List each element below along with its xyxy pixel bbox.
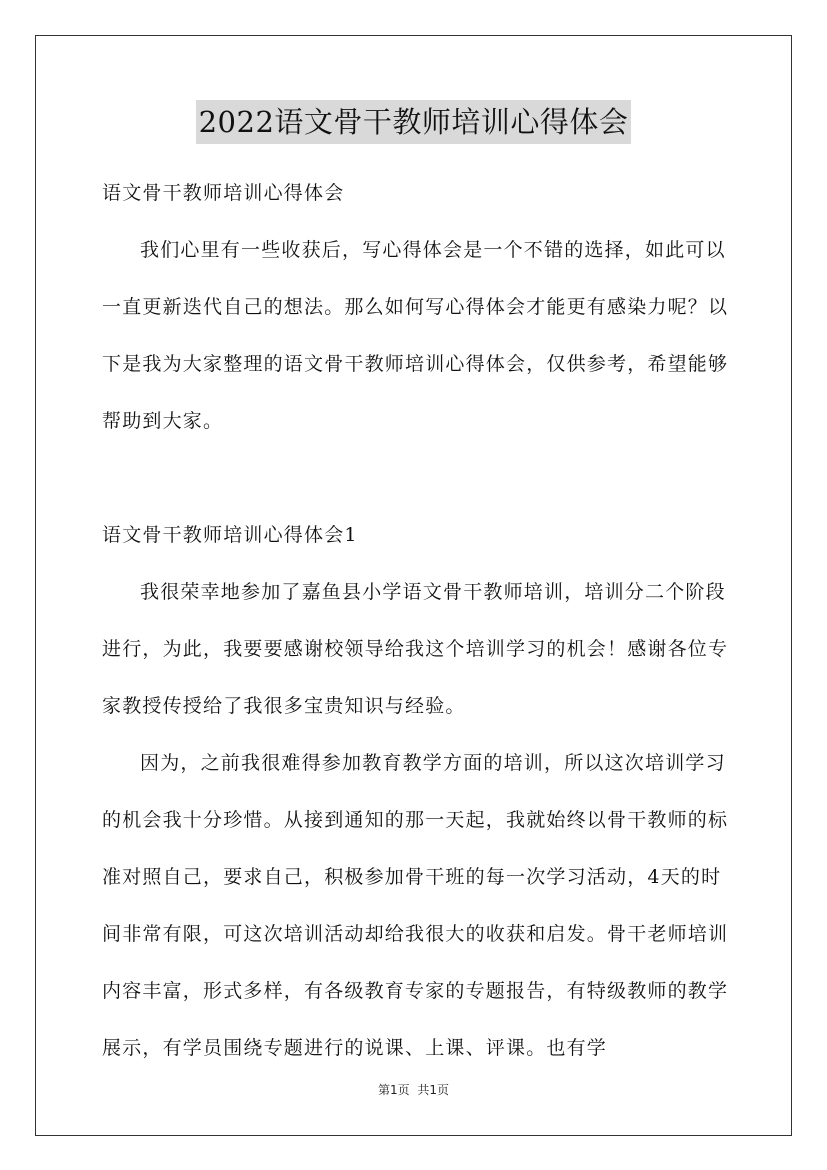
title-container — [0, 100, 827, 144]
document-body — [102, 165, 732, 1077]
section-heading: 语文骨干教师培训心得体会1 — [102, 524, 358, 546]
page-number: 第1页 — [377, 1083, 410, 1097]
body-paragraph-1: 我很荣幸地参加了嘉鱼县小学语文骨干教师培训，培训分二个阶段进行，为此，我要要感谢校领导给我这个培训学习的机会！感谢各位专家教授传授给了我很多宝贵知识与经验。 — [102, 581, 729, 717]
paragraph-gap — [102, 450, 732, 507]
document-title: 2022语文骨干教师培训心得体会 — [196, 100, 632, 144]
total-pages: 共1页 — [417, 1083, 450, 1097]
body-paragraph-2: 因为，之前我很难得参加教育教学方面的培训，所以这次培训学习的机会我十分珍惜。从接到通知的那一天起，我就始终以骨干教师的标准对照自己，要求自己，积极参加骨干班的每一次学习活动，4天的时间非常有限，可这次培训活动却给我很大的收获和启发。骨干老师培训内容丰富，形式多样，有各级教育专家的专题报告，有特级教师的教学展示，有学员围绕专题进行的说课、上课、评课。也有学 — [102, 752, 729, 1059]
page-footer — [0, 1082, 827, 1098]
intro-paragraph: 我们心里有一些收获后，写心得体会是一个不错的选择，如此可以一直更新迭代自己的想法。那么如何写心得体会才能更有感染力呢？以下是我为大家整理的语文骨干教师培训心得体会，仅供参考，希望能够帮助到大家。 — [102, 239, 729, 432]
document-subtitle: 语文骨干教师培训心得体会 — [102, 182, 345, 204]
